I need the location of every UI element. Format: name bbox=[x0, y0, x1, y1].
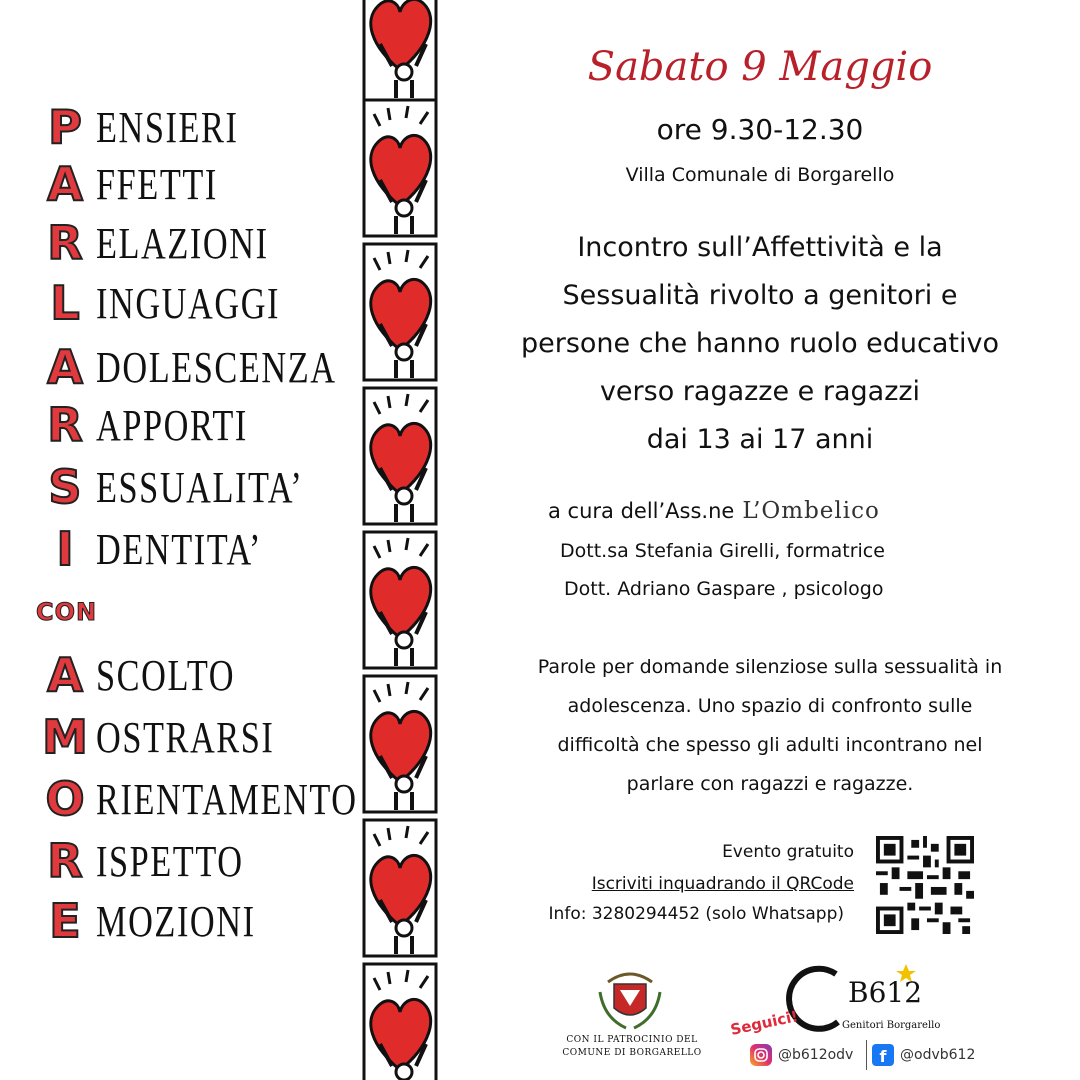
event-venue: Villa Comunale di Borgarello bbox=[625, 164, 895, 186]
acrostic-word: DOLESCENZA bbox=[96, 342, 337, 392]
instagram-handle: @b612odv bbox=[778, 1047, 854, 1063]
acrostic-initial: O bbox=[45, 772, 85, 826]
facebook-link[interactable] bbox=[872, 1044, 975, 1066]
facebook-handle: @odvb612 bbox=[900, 1047, 976, 1063]
b612-logo-subtitle: Genitori Borgarello bbox=[842, 1020, 941, 1031]
acrostic-row bbox=[34, 214, 317, 272]
event-description bbox=[460, 224, 1060, 464]
description-line: persone che hanno ruolo educativo bbox=[520, 328, 1000, 359]
event-date: Sabato 9 Maggio bbox=[587, 44, 933, 90]
acrostic-initial: R bbox=[47, 216, 83, 270]
acrostic-word: RIENTAMENTO bbox=[96, 774, 358, 824]
paragraph-line: parlare con ragazzi e ragazze. bbox=[626, 773, 914, 795]
free-event-label: Evento gratuito bbox=[722, 842, 854, 862]
acrostic-panel bbox=[0, 0, 358, 1080]
acrostic-row bbox=[34, 646, 274, 704]
patronage-line: COMUNE DI BORGARELLO bbox=[562, 1048, 702, 1058]
acrostic-row bbox=[34, 892, 301, 950]
acrostic-initial: S bbox=[48, 460, 82, 514]
organizer bbox=[548, 498, 880, 524]
acrostic-row bbox=[34, 98, 279, 156]
organizer-prefix: a cura dell’Ass.ne bbox=[548, 499, 735, 523]
acrostic-row bbox=[34, 338, 404, 396]
instagram-link[interactable] bbox=[750, 1044, 853, 1066]
person-2: Dott. Adriano Gaspare , psicologo bbox=[564, 578, 884, 600]
acrostic-word: DENTITA’ bbox=[96, 524, 263, 574]
paragraph-line: Parole per domande silenziose sulla sessualità in bbox=[537, 656, 1003, 678]
acrostic-initial: A bbox=[47, 340, 83, 394]
acrostic-initial: L bbox=[50, 276, 80, 330]
acrostic-initial: R bbox=[47, 398, 83, 452]
organizer-logo-text: L’Ombelico bbox=[742, 498, 880, 524]
description-line: Incontro sull’Affettività e la bbox=[577, 232, 943, 263]
acrostic-row bbox=[34, 396, 291, 454]
acrostic-initial: R bbox=[47, 834, 83, 888]
acrostic-word: FFETTI bbox=[96, 159, 218, 209]
event-paragraph bbox=[460, 648, 1080, 804]
patronage-text bbox=[562, 1034, 702, 1060]
acrostic-row bbox=[34, 458, 362, 516]
description-line: dai 13 ai 17 anni bbox=[646, 424, 874, 455]
facebook-icon: f bbox=[872, 1044, 894, 1066]
qr-code[interactable] bbox=[876, 836, 974, 934]
acrostic-word: APPORTI bbox=[96, 400, 248, 450]
social-divider bbox=[866, 1040, 867, 1070]
acrostic-word: MOZIONI bbox=[96, 896, 256, 946]
acrostic-row bbox=[34, 155, 252, 213]
description-line: Sessualità rivolto a genitori e bbox=[562, 280, 958, 311]
acrostic-row bbox=[34, 708, 325, 766]
acrostic-initial: A bbox=[47, 648, 83, 702]
municipality-crest-icon bbox=[590, 962, 670, 1034]
heart-figures-illustration bbox=[360, 0, 440, 1080]
acrostic-initial: P bbox=[48, 100, 82, 154]
heart-strip bbox=[360, 0, 440, 1080]
acrostic-word: ISPETTO bbox=[96, 836, 244, 886]
patronage-line: CON IL PATROCINIO DEL bbox=[566, 1035, 698, 1045]
acrostic-word: INGUAGGI bbox=[96, 278, 281, 328]
instagram-icon bbox=[750, 1044, 772, 1066]
person-1: Dott.sa Stefania Girelli, formatrice bbox=[560, 540, 885, 562]
event-details bbox=[460, 0, 1080, 1080]
paragraph-line: adolescenza. Uno spazio di confronto sulle bbox=[567, 695, 973, 717]
con-label: CON bbox=[36, 598, 98, 626]
b612-logo-text: B612 bbox=[848, 976, 923, 1009]
description-line: verso ragazze e ragazzi bbox=[599, 376, 921, 407]
acrostic-word: ESSUALITA’ bbox=[96, 462, 304, 512]
signup-qrcode-link[interactable]: Iscriviti inquadrando il QRCode bbox=[591, 874, 854, 894]
acrostic-row bbox=[34, 832, 285, 890]
acrostic-initial: E bbox=[49, 894, 81, 948]
acrostic-word: ENSIERI bbox=[96, 102, 239, 152]
event-time: ore 9.30-12.30 bbox=[656, 113, 864, 146]
acrostic-initial: M bbox=[42, 710, 88, 764]
acrostic-row bbox=[34, 520, 309, 578]
info-phone: Info: 3280294452 (solo Whatsapp) bbox=[548, 904, 844, 924]
acrostic-word: ELAZIONI bbox=[96, 218, 269, 268]
acrostic-word: OSTRARSI bbox=[96, 712, 275, 762]
acrostic-initial: I bbox=[56, 522, 74, 576]
acrostic-initial: A bbox=[47, 157, 83, 211]
paragraph-line: difficoltà che spesso gli adulti incontrano nel bbox=[557, 734, 983, 756]
follow-us-label: Seguici! bbox=[728, 1007, 800, 1039]
acrostic-row bbox=[34, 274, 332, 332]
acrostic-word: SCOLTO bbox=[96, 650, 236, 700]
